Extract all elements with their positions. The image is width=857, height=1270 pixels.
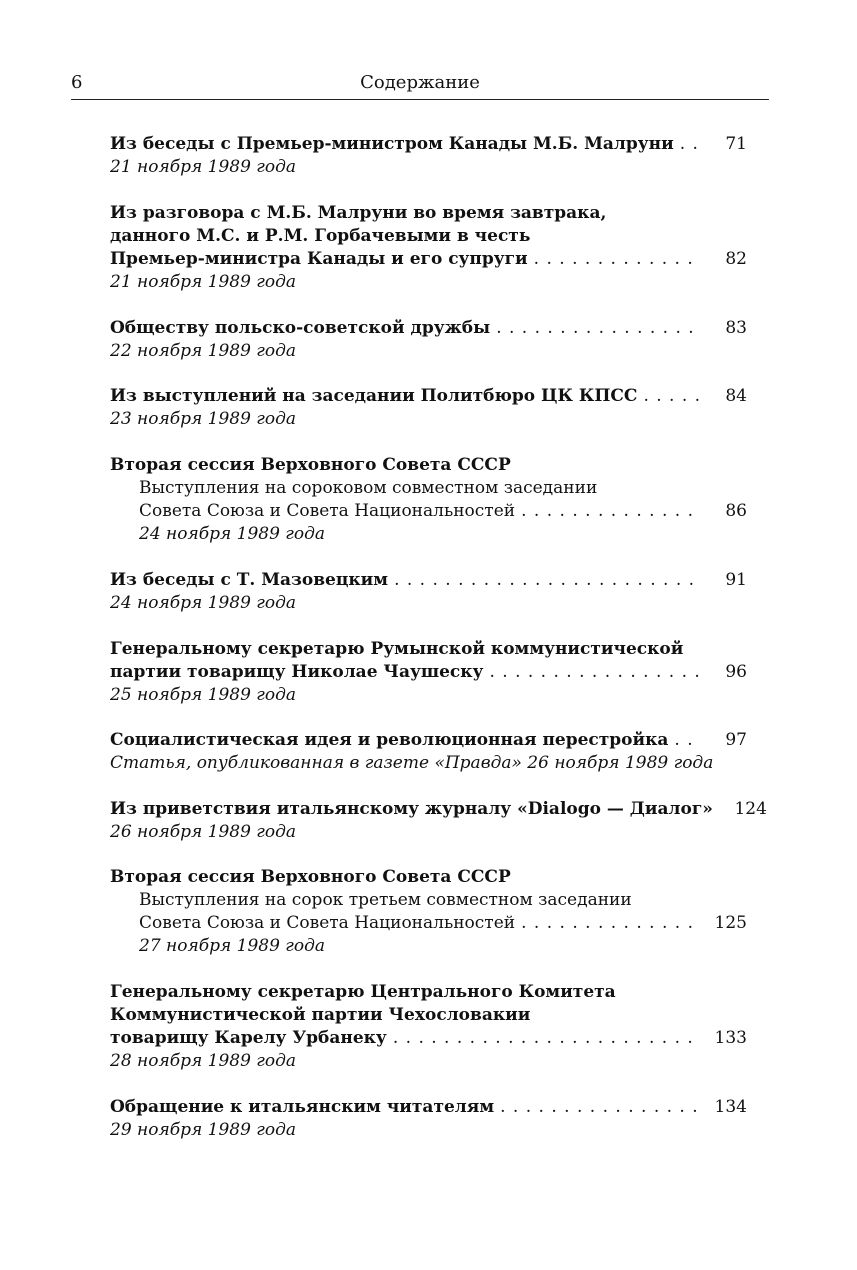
dot-leader bbox=[496, 317, 699, 340]
toc-entry-date: 21 ноября 1989 года bbox=[110, 157, 297, 177]
toc-entry-title: Генеральному секретарю Центрального Комитета bbox=[110, 982, 616, 1002]
toc-entry[interactable] bbox=[110, 1096, 747, 1142]
toc-entry-date: 27 ноября 1989 года bbox=[139, 936, 326, 956]
toc-entry-title-line bbox=[110, 248, 747, 271]
toc-page-number: 134 bbox=[714, 1097, 747, 1117]
toc-entry-date: 23 ноября 1989 года bbox=[110, 409, 297, 429]
toc-entry[interactable] bbox=[110, 981, 747, 1073]
dot-leader bbox=[643, 385, 699, 408]
toc-entry[interactable] bbox=[110, 454, 747, 546]
toc-entry-title: Социалистическая идея и революционная перестройка bbox=[110, 730, 669, 750]
toc-page-number: 84 bbox=[725, 386, 747, 406]
toc-page-number: 86 bbox=[725, 501, 747, 521]
toc-entry-title-line bbox=[110, 1096, 747, 1119]
toc-entry-title-line bbox=[110, 569, 747, 592]
toc-entry-title: Выступления на сороковом совместном заседании bbox=[139, 478, 598, 498]
toc-entry-date: 28 ноября 1989 года bbox=[110, 1051, 297, 1071]
toc-page-number: 96 bbox=[725, 662, 747, 682]
toc-entry[interactable] bbox=[110, 202, 747, 294]
toc-entry[interactable] bbox=[110, 317, 747, 363]
toc-entry[interactable] bbox=[110, 133, 747, 179]
toc-entry-title: Совета Союза и Совета Национальностей bbox=[139, 501, 516, 521]
toc-entry[interactable] bbox=[110, 385, 747, 431]
toc-entry-title: Обращение к итальянским читателям bbox=[110, 1097, 495, 1117]
toc-entry-title: данного М.С. и Р.М. Горбачевыми в честь bbox=[110, 226, 531, 246]
toc-entry[interactable] bbox=[110, 569, 747, 615]
toc-entry-title-line bbox=[110, 912, 747, 935]
toc-page-number: 91 bbox=[725, 570, 747, 590]
dot-leader bbox=[500, 1096, 699, 1119]
toc-entry-title: Из беседы с Премьер-министром Канады М.Б. Малруни bbox=[110, 134, 674, 154]
dot-leader bbox=[521, 500, 699, 523]
toc-entry[interactable] bbox=[110, 866, 747, 958]
toc-entry-date: 29 ноября 1989 года bbox=[110, 1120, 297, 1140]
dot-leader bbox=[521, 912, 699, 935]
toc-entry-title: Генеральному секретарю Румынской коммунистической bbox=[110, 639, 684, 659]
toc-entry-title: Из беседы с Т. Мазовецким bbox=[110, 570, 389, 590]
dot-leader bbox=[674, 729, 699, 752]
dot-leader bbox=[534, 248, 699, 271]
page-number: 6 bbox=[71, 72, 83, 93]
dot-leader bbox=[489, 661, 699, 684]
toc-entry-date: 24 ноября 1989 года bbox=[139, 524, 326, 544]
toc-entry-date: 26 ноября 1989 года bbox=[110, 822, 297, 842]
toc-entry-title-line bbox=[110, 729, 747, 752]
toc-entry[interactable] bbox=[110, 638, 747, 707]
toc-entry-title: Из разговора с М.Б. Малруни во время завтрака, bbox=[110, 203, 607, 223]
dot-leader bbox=[680, 133, 699, 156]
toc-page-number: 124 bbox=[734, 799, 767, 819]
header-rule bbox=[71, 99, 769, 100]
toc-section-heading: Вторая сессия Верховного Совета СССР bbox=[110, 867, 511, 887]
running-title: Содержание bbox=[360, 72, 480, 93]
dot-leader bbox=[393, 1027, 699, 1050]
toc-page-number: 82 bbox=[725, 249, 747, 269]
toc-entry-date: 25 ноября 1989 года bbox=[110, 685, 297, 705]
toc-entry-title-line bbox=[110, 661, 747, 684]
page-header bbox=[71, 72, 769, 99]
toc-entry-title: Коммунистической партии Чехословакии bbox=[110, 1005, 531, 1025]
toc-entry-title: партии товарищу Николае Чаушеску bbox=[110, 662, 484, 682]
toc-entry-title-line bbox=[110, 798, 767, 821]
toc-entry-title: Из приветствия итальянскому журналу «Dialogo — Диалог» bbox=[110, 799, 713, 819]
toc-page-number: 83 bbox=[725, 318, 747, 338]
toc-entry-title-line bbox=[110, 500, 747, 523]
toc-entry-title-line bbox=[110, 133, 747, 156]
toc-entry-title: Обществу польско-советской дружбы bbox=[110, 318, 491, 338]
toc-entry-title-line bbox=[110, 385, 747, 408]
toc-entry-title: Выступления на сорок третьем совместном заседании bbox=[139, 890, 632, 910]
toc-entry-title-line bbox=[110, 1027, 747, 1050]
toc-entry-title: Совета Союза и Совета Национальностей bbox=[139, 913, 516, 933]
toc-entry-date: 21 ноября 1989 года bbox=[110, 272, 297, 292]
toc-entry[interactable] bbox=[110, 798, 767, 844]
toc-entry-title: товарищу Карелу Урбанеку bbox=[110, 1028, 387, 1048]
toc-entry-date: Статья, опубликованная в газете «Правда» 26 ноября 1989 года bbox=[110, 753, 714, 773]
toc-entry-date: 24 ноября 1989 года bbox=[110, 593, 297, 613]
toc-page-number: 97 bbox=[725, 730, 747, 750]
toc-page-number: 71 bbox=[725, 134, 747, 154]
dot-leader bbox=[394, 569, 699, 592]
toc-page-number: 133 bbox=[714, 1028, 747, 1048]
toc-entry-title-line bbox=[110, 317, 747, 340]
toc-section-heading: Вторая сессия Верховного Совета СССР bbox=[110, 455, 511, 475]
toc-entry[interactable] bbox=[110, 729, 747, 775]
toc-entry-title: Премьер-министра Канады и его супруги bbox=[110, 249, 528, 269]
toc-page-number: 125 bbox=[714, 913, 747, 933]
toc-entry-title: Из выступлений на заседании Политбюро ЦК КПСС bbox=[110, 386, 638, 406]
toc-entry-date: 22 ноября 1989 года bbox=[110, 341, 297, 361]
